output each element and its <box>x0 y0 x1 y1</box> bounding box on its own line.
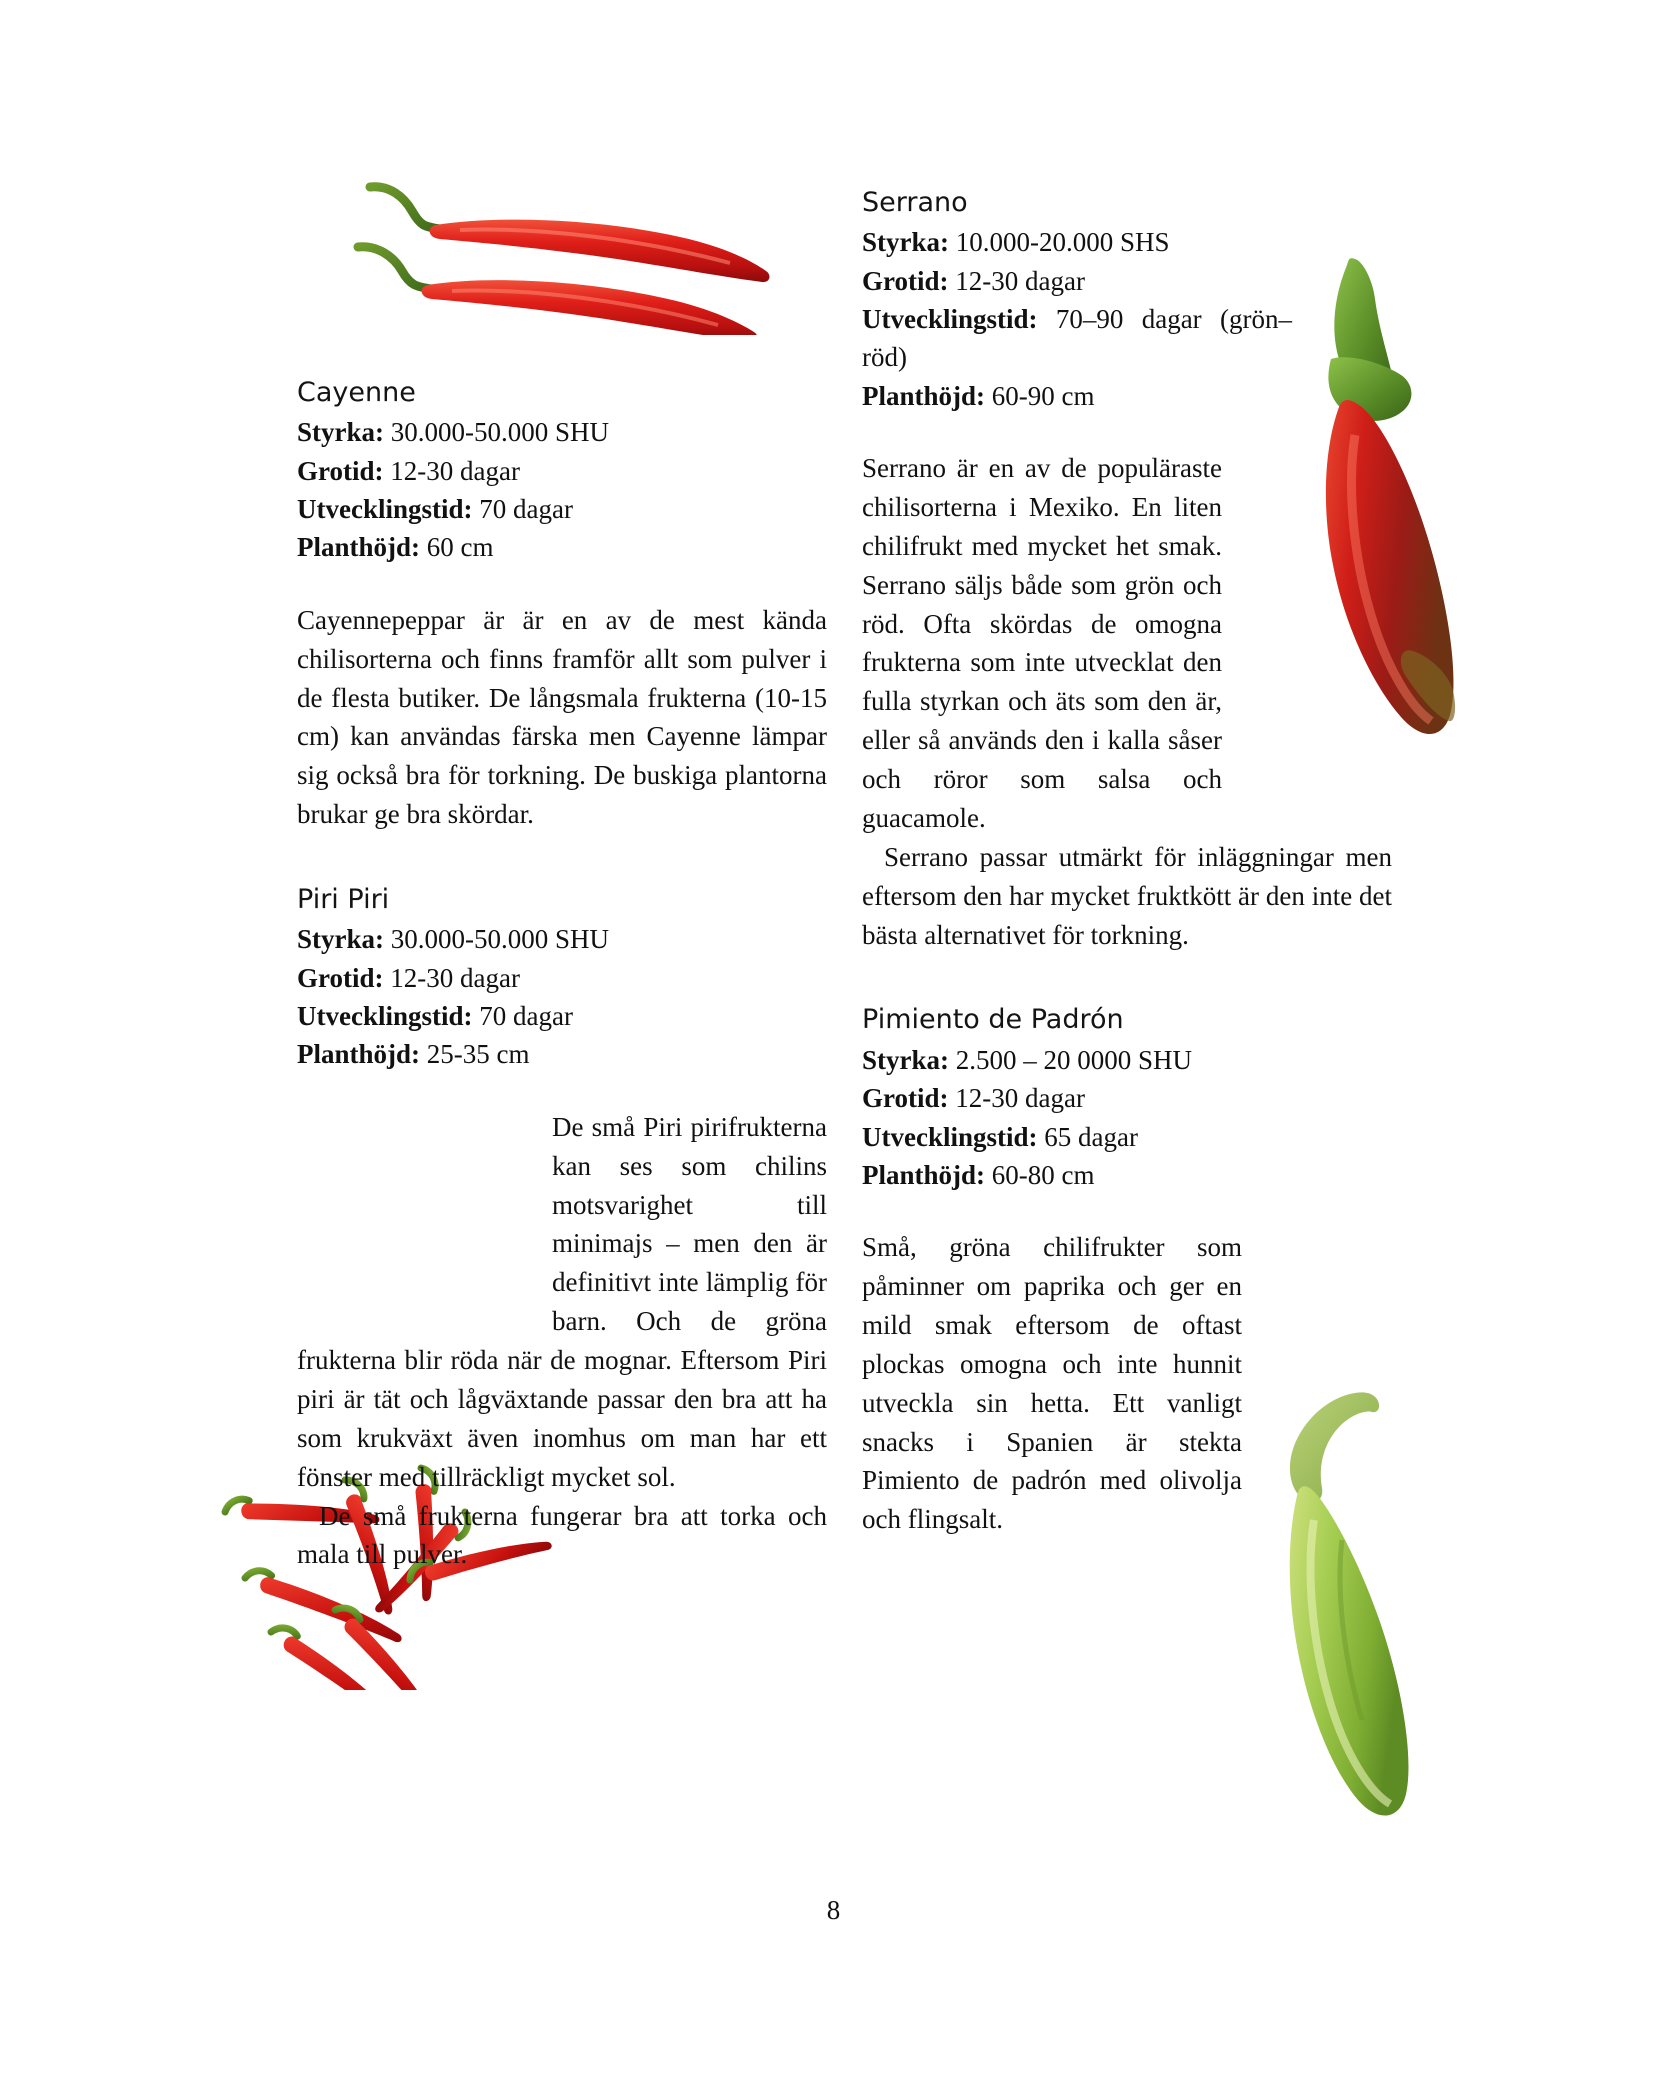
entry-body-serrano-1: Serrano är en av de populäraste chilisorterna i Mexiko. En liten chilifrukt med mycket het smak. Serrano säljs både som grön och röd. Ofta skördas de omogna frukterna som inte utvecklat den fulla styrkan och äts som den är, eller så används den i kalla såser och röror som salsa och guacamole. <box>862 453 1222 833</box>
entry-title-serrano: Serrano <box>862 187 968 218</box>
spec-label-planthojd: Planthöjd: <box>297 532 421 563</box>
page-number: 8 <box>826 1895 841 1925</box>
spec-styrka-piripiri <box>297 920 827 958</box>
entry-body-piripiri-1: De små Piri pirifrukterna kan ses som chilins motsvarighet till minimajs – men den är definitivt inte lämplig för barn. Och de gröna frukterna blir röda när de mognar. Eftersom Piri piri är tät och lågväxtande passar den bra att ha som krukväxt även inomhus om man har ett fönster med tillräckligt mycket sol. <box>297 1111 827 1492</box>
spec-value-planthojd: 25-35 cm <box>426 1039 530 1070</box>
spec-label-styrka: Styrka: <box>862 1044 949 1075</box>
spec-label-styrka: Styrka: <box>297 417 384 448</box>
spec-styrka-cayenne <box>297 413 827 451</box>
entry-cayenne <box>297 375 827 834</box>
spec-value-utvecklingstid: 65 dagar <box>1044 1121 1138 1152</box>
spec-label-styrka: Styrka: <box>297 924 384 955</box>
entry-serrano <box>862 185 1392 954</box>
spec-value-utvecklingstid: 70 dagar <box>479 494 573 525</box>
spec-label-utvecklingstid: Utvecklingstid: <box>297 1001 473 1032</box>
spec-value-utvecklingstid: 70–90 dagar (grön–röd) <box>862 304 1292 373</box>
entry-piripiri <box>297 882 827 1574</box>
spec-label-grotid: Grotid: <box>862 265 949 296</box>
spec-utvecklingstid-cayenne <box>297 490 827 528</box>
entry-title-cayenne: Cayenne <box>297 377 416 408</box>
entry-body-padron: Små, gröna chilifrukter som påminner om paprika och ger en mild smak eftersom de oftast plockas omogna och inte hunnit utveckla sin hetta. Ett vanligt snacks i Spanien är stekta Pimiento de padrón med olivolja och flingsalt. <box>862 1232 1242 1535</box>
spec-value-grotid: 12-30 dagar <box>390 962 520 993</box>
spec-utvecklingstid-padron <box>862 1118 1392 1156</box>
spec-value-utvecklingstid: 70 dagar <box>479 1001 573 1032</box>
spec-value-styrka: 10.000-20.000 SHS <box>955 227 1170 258</box>
entry-padron <box>862 1002 1392 1548</box>
spec-grotid-padron <box>862 1079 1392 1117</box>
spec-label-planthojd: Planthöjd: <box>862 1159 986 1190</box>
padron-image-wrap <box>1242 1228 1392 1548</box>
spec-value-grotid: 12-30 dagar <box>955 1083 1085 1114</box>
entry-body-serrano-2: Serrano passar utmärkt för inläggningar men eftersom den har mycket fruktkött är den inte det bästa alternativet för torkning. <box>862 841 1392 950</box>
spec-grotid-serrano <box>862 262 1392 300</box>
spec-planthojd-serrano <box>862 377 1392 415</box>
spec-label-planthojd: Planthöjd: <box>862 380 986 411</box>
spec-value-styrka: 30.000-50.000 SHU <box>390 924 610 955</box>
spec-value-planthojd: 60-90 cm <box>991 380 1095 411</box>
spec-planthojd-cayenne <box>297 528 827 566</box>
spec-label-planthojd: Planthöjd: <box>297 1039 421 1070</box>
spec-label-grotid: Grotid: <box>862 1083 949 1114</box>
piri-image-wrap <box>297 1108 552 1323</box>
spec-value-styrka: 2.500 – 20 0000 SHU <box>955 1044 1193 1075</box>
left-column <box>297 185 827 1574</box>
spec-value-planthojd: 60 cm <box>426 532 494 563</box>
entry-title-piripiri: Piri Piri <box>297 884 390 915</box>
spec-grotid-piripiri <box>297 959 827 997</box>
entry-body-cayenne: Cayennepeppar är är en av de mest kända chilisorterna och finns framför allt som pulver i de flesta butiker. De långsmala frukterna (10-15 cm) kan användas färska men Cayenne lämpar sig också bra för torkning. De buskiga plantorna brukar ge bra skördar. <box>297 604 827 830</box>
entry-body-piripiri-2: De små frukterna fungerar bra att torka och mala till pulver. <box>297 1500 827 1570</box>
spec-value-planthojd: 60-80 cm <box>991 1159 1095 1190</box>
spec-grotid-cayenne <box>297 452 827 490</box>
spec-utvecklingstid-serrano <box>862 300 1292 377</box>
spec-label-styrka: Styrka: <box>862 227 949 258</box>
serrano-image-wrap <box>1222 449 1392 779</box>
spec-styrka-padron <box>862 1041 1392 1079</box>
entry-title-padron: Pimiento de Padrón <box>862 1004 1124 1036</box>
spec-value-grotid: 12-30 dagar <box>955 265 1085 296</box>
spec-value-styrka: 30.000-50.000 SHU <box>390 417 610 448</box>
spec-styrka-serrano <box>862 223 1392 261</box>
right-column <box>862 185 1392 1548</box>
spec-planthojd-piripiri <box>297 1035 827 1073</box>
spec-label-utvecklingstid: Utvecklingstid: <box>862 1121 1038 1152</box>
spec-planthojd-padron <box>862 1156 1392 1194</box>
spec-label-utvecklingstid: Utvecklingstid: <box>297 494 473 525</box>
spec-utvecklingstid-piripiri <box>297 997 827 1035</box>
spec-label-grotid: Grotid: <box>297 962 384 993</box>
spec-label-utvecklingstid: Utvecklingstid: <box>862 304 1038 335</box>
spec-value-grotid: 12-30 dagar <box>390 455 520 486</box>
spec-label-grotid: Grotid: <box>297 455 384 486</box>
